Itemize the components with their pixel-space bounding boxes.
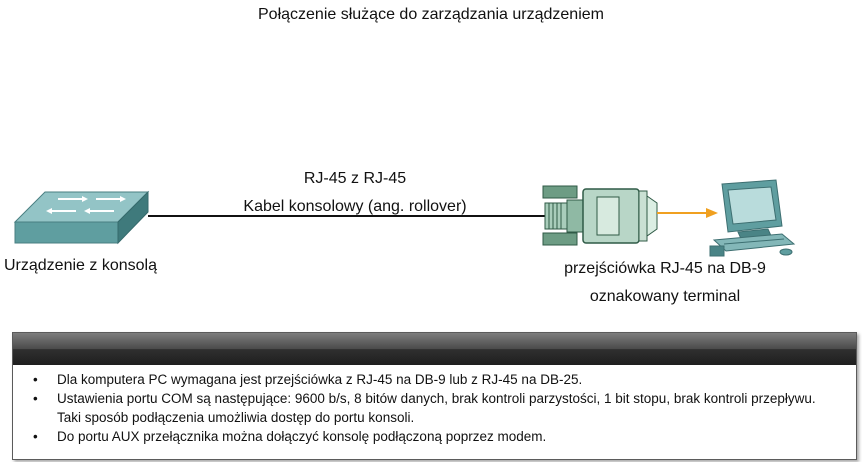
list-item: • Do portu AUX przełącznika można dołączyć konsolę podłączoną poprzez modem. (33, 429, 547, 444)
terminal-label: oznakowany terminal (589, 288, 741, 305)
notes-list (13, 365, 856, 446)
computer-terminal-icon (710, 180, 794, 256)
diagram-title: Połączenie służące do zarządzania urządzeniem (258, 6, 604, 23)
bullet-icon: • (33, 429, 38, 444)
db9-adapter-icon (543, 186, 657, 245)
device-label: Urządzenie z konsolą (4, 257, 157, 274)
adapter-label: przejściówka RJ-45 na DB-9 (564, 260, 766, 277)
notes-panel-header (13, 333, 856, 365)
bullet-icon: • (33, 391, 38, 406)
notes-panel (12, 332, 857, 460)
cable-label-type: RJ-45 z RJ-45 (303, 170, 407, 187)
cable-label-name: Kabel konsolowy (ang. rollover) (243, 198, 467, 215)
list-item: • Dla komputera PC wymagana jest przejściówka z RJ-45 na DB-9 lub z RJ-45 na DB-25. (33, 372, 583, 387)
list-item: • Ustawienia portu COM są następujące: 9600 b/s, 8 bitów danych, brak kontroli parzystości, 1 bit stopu, brak kontroli przepływu. Taki sposób podłączenia umożliwia dostęp do portu konsoli. (33, 391, 816, 425)
bullet-icon: • (33, 372, 38, 387)
switch-icon (15, 192, 148, 243)
